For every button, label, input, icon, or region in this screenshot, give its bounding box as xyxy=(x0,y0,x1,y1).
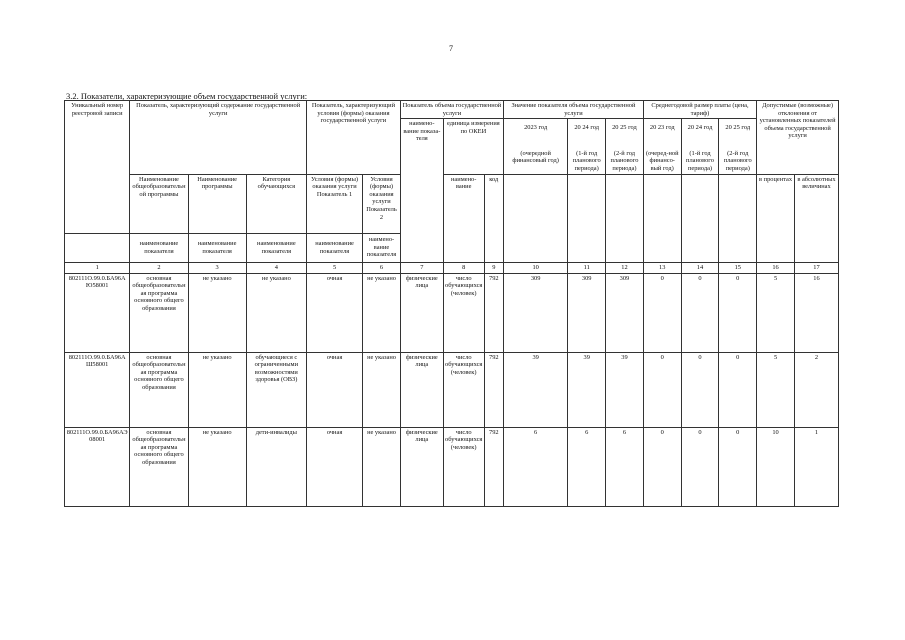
cell-v2024: 309 xyxy=(568,273,606,352)
col-num: 11 xyxy=(568,262,606,273)
cell-f2024: 0 xyxy=(681,273,719,352)
cell-code: 792 xyxy=(484,273,503,352)
year-2023-label: 2023 год xyxy=(524,124,548,132)
header-vol-value-2024-sub xyxy=(568,174,606,262)
header-avg-fee: Среднегодовой размер платы (цена, тариф) xyxy=(643,101,756,119)
cell-dev-abs: 1 xyxy=(794,427,838,506)
cell-category: не указано xyxy=(246,273,306,352)
header-unique-number: Уникальный номер реестровой записи xyxy=(65,101,130,234)
header-blank-id xyxy=(65,233,130,262)
cell-f2025: 0 xyxy=(719,427,757,506)
cell-ind-name: физические лица xyxy=(400,352,443,427)
cell-v2025: 309 xyxy=(606,273,644,352)
header-program-level: Наименование общеобразовательной программы xyxy=(130,174,188,233)
header-fee-2024-sub xyxy=(681,174,719,262)
plan1-label: (1-й год планового периода) xyxy=(572,149,601,172)
cell-f2025: 0 xyxy=(719,352,757,427)
header-year-2024 xyxy=(568,119,606,174)
col-num: 7 xyxy=(400,262,443,273)
cell-registry-id: 802111О.99.0.БА96АЭ08001 xyxy=(65,427,130,506)
cell-f2024: 0 xyxy=(681,352,719,427)
cell-dev-abs: 16 xyxy=(794,273,838,352)
cell-program: основная общеобразовательная программа основного общего образования xyxy=(130,352,188,427)
cell-unit: число обучающихся (человек) xyxy=(443,273,484,352)
header-volume-value: Значение показателя объема государственной услуги xyxy=(504,101,644,119)
cell-dev-pct: 10 xyxy=(757,427,795,506)
header-okei-code: код xyxy=(484,174,503,262)
col-num: 9 xyxy=(484,262,503,273)
header-deviations: Допустимые (возможные) отклонения от установленных показателей объема государственной услуги xyxy=(757,101,839,175)
header-ind-name-1: наименование показателя xyxy=(130,233,188,262)
cell-code: 792 xyxy=(484,352,503,427)
cell-form: очная xyxy=(306,427,362,506)
table-row xyxy=(65,273,839,352)
cell-category: обучающиеся с ограниченными возможностями здоровья (ОВЗ) xyxy=(246,352,306,427)
cell-code: 792 xyxy=(484,427,503,506)
col-num: 15 xyxy=(719,262,757,273)
cell-cond2: не указано xyxy=(363,352,401,427)
cell-cond2: не указано xyxy=(363,273,401,352)
header-vol-value-2025-sub xyxy=(606,174,644,262)
col-num: 6 xyxy=(363,262,401,273)
header-fee-2025-sub xyxy=(719,174,757,262)
col-num: 14 xyxy=(681,262,719,273)
cell-dev-pct: 5 xyxy=(757,352,795,427)
header-ind-name-3: наименование показателя xyxy=(246,233,306,262)
section-title: 3.2. Показатели, характеризующие объем государственной услуги: xyxy=(66,91,308,101)
year-2025-label: 20 25 год xyxy=(612,124,637,132)
header-ind-name-4: наименование показателя xyxy=(306,233,362,262)
col-num: 17 xyxy=(794,262,838,273)
cell-v2024: 39 xyxy=(568,352,606,427)
cell-v2024: 6 xyxy=(568,427,606,506)
header-vol-name: наимено-вание показа-теля xyxy=(400,119,443,262)
header-content-indicator: Показатель, характеризующий содержание государственной услуги xyxy=(130,101,307,175)
cell-program-name: не указано xyxy=(188,273,246,352)
plan1-short-label: (1-й год планового периода) xyxy=(686,149,714,172)
header-row-subcols xyxy=(65,174,839,233)
header-okei-unit: единица измерения по ОКЕИ xyxy=(443,119,503,174)
col-num: 4 xyxy=(246,262,306,273)
column-numbers-row xyxy=(65,262,839,273)
header-cond1: Условия (формы) оказания услуги Показатель 1 xyxy=(306,174,362,233)
cell-v2025: 6 xyxy=(606,427,644,506)
cell-f2023: 0 xyxy=(643,273,681,352)
col-num: 12 xyxy=(606,262,644,273)
fee-2025-label: 20 25 год xyxy=(725,124,751,132)
cell-category: дети-инвалиды xyxy=(246,427,306,506)
cell-v2023: 6 xyxy=(504,427,568,506)
col-num: 5 xyxy=(306,262,362,273)
cell-f2024: 0 xyxy=(681,427,719,506)
table-row xyxy=(65,427,839,506)
header-fee-2025 xyxy=(719,119,757,174)
header-conditions-indicator: Показатель, характеризующий условия (формы) оказания государственной услуги xyxy=(306,101,400,175)
cell-dev-pct: 5 xyxy=(757,273,795,352)
cell-v2023: 39 xyxy=(504,352,568,427)
header-volume-indicator: Показатель объема государственной услуги xyxy=(400,101,503,119)
year-2024-label: 20 24 год xyxy=(574,124,600,132)
header-in-percent: в процентах xyxy=(757,174,795,262)
header-category: Категория обучающихся xyxy=(246,174,306,233)
cell-program-name: не указано xyxy=(188,427,246,506)
table-row xyxy=(65,352,839,427)
next-fy-label: (очередной финансовый год) xyxy=(512,149,559,165)
volume-indicators-table xyxy=(64,100,839,507)
cell-f2023: 0 xyxy=(643,427,681,506)
cell-program: основная общеобразовательная программа основного общего образования xyxy=(130,427,188,506)
col-num: 3 xyxy=(188,262,246,273)
page-number: 7 xyxy=(449,44,453,53)
header-okei-name: наимено-вание xyxy=(443,174,484,262)
col-num: 10 xyxy=(504,262,568,273)
header-program-name: Наименование программы xyxy=(188,174,246,233)
cell-f2025: 0 xyxy=(719,273,757,352)
header-fee-2023-sub xyxy=(643,174,681,262)
cell-ind-name: физические лица xyxy=(400,427,443,506)
header-year-2023 xyxy=(504,119,568,174)
col-num: 2 xyxy=(130,262,188,273)
cell-dev-abs: 2 xyxy=(794,352,838,427)
cell-registry-id: 802111О.99.0.БА96АШ58001 xyxy=(65,352,130,427)
fee-2023-label: 20 23 год xyxy=(649,124,675,132)
header-in-absolute: в абсолютных величинах xyxy=(794,174,838,262)
cell-registry-id: 802111О.99.0.БА96АЮ58001 xyxy=(65,273,130,352)
cell-v2025: 39 xyxy=(606,352,644,427)
cell-ind-name: физические лица xyxy=(400,273,443,352)
header-fee-2024 xyxy=(681,119,719,174)
cell-unit: число обучающихся (человек) xyxy=(443,352,484,427)
col-num: 8 xyxy=(443,262,484,273)
col-num: 13 xyxy=(643,262,681,273)
cell-v2023: 309 xyxy=(504,273,568,352)
header-vol-value-2023-sub xyxy=(504,174,568,262)
cell-form: очная xyxy=(306,352,362,427)
header-cond2: Условия (формы) оказания услуги Показатель 2 xyxy=(363,174,401,233)
cell-program-name: не указано xyxy=(188,352,246,427)
header-ind-name-5: наимено-вание показателя xyxy=(363,233,401,262)
next-fy-short-label: (очеред-ной финансо-вый год) xyxy=(645,149,679,172)
col-num: 16 xyxy=(757,262,795,273)
fee-2024-label: 20 24 год xyxy=(687,124,713,132)
cell-form: очная xyxy=(306,273,362,352)
header-fee-2023 xyxy=(643,119,681,174)
cell-f2023: 0 xyxy=(643,352,681,427)
plan2-short-label: (2-й год планового периода) xyxy=(723,149,752,172)
cell-unit: число обучающихся (человек) xyxy=(443,427,484,506)
header-ind-name-2: наименование показателя xyxy=(188,233,246,262)
header-year-2025 xyxy=(606,119,644,174)
header-row-top xyxy=(65,101,839,119)
cell-cond2: не указано xyxy=(363,427,401,506)
plan2-label: (2-й год планового периода) xyxy=(610,149,639,172)
cell-program: основная общеобразовательная программа основного общего образования xyxy=(130,273,188,352)
col-num: 1 xyxy=(65,262,130,273)
